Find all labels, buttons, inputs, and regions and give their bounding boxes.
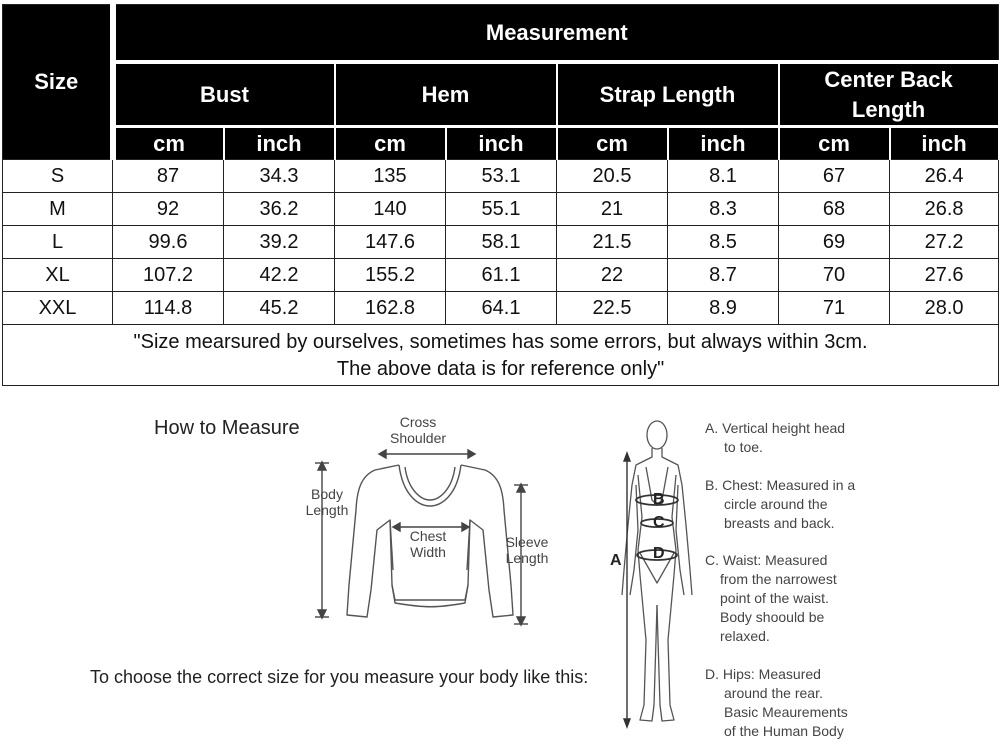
table-cell: 64.1 [446, 292, 557, 325]
legend-line: breasts and back. [724, 515, 835, 531]
bust-header: Bust [113, 62, 335, 127]
center-back-length-label: Center Back Length [824, 66, 953, 122]
legend-line: Body shoould be [720, 609, 825, 625]
choose-size-instruction: To choose the correct size for you measure your body like this: [90, 667, 589, 687]
legend-d [705, 665, 848, 741]
table-cell: 26.4 [890, 160, 999, 193]
table-cell: 26.8 [890, 193, 999, 226]
table-cell: 55.1 [446, 193, 557, 226]
legend-line: B. Chest: Measured in a [705, 477, 856, 493]
disclaimer-note [3, 325, 999, 386]
table-cell: 69 [779, 226, 890, 259]
label-line: Cross [399, 414, 437, 430]
table-cell: 162.8 [335, 292, 446, 325]
note-row [3, 325, 999, 386]
label-line: Length [505, 550, 549, 566]
table-cell: 36.2 [224, 193, 335, 226]
label-line: Shoulder [390, 430, 447, 446]
unit-header: cm [113, 127, 224, 160]
table-row [3, 259, 999, 292]
table-cell: 34.3 [224, 160, 335, 193]
legend-line: relaxed. [720, 628, 770, 644]
how-to-measure-title: How to Measure [154, 417, 300, 439]
legend-line: of the Human Body [724, 723, 844, 739]
legend-line: around the rear. [724, 685, 823, 701]
label-line: Length [305, 502, 349, 518]
table-cell: 21 [557, 193, 668, 226]
unit-header: inch [890, 127, 999, 160]
table-cell: 61.1 [446, 259, 557, 292]
table-cell: 8.9 [668, 292, 779, 325]
measurement-header: Measurement [113, 5, 999, 63]
label-line: Body [311, 486, 343, 502]
table-cell: 8.1 [668, 160, 779, 193]
label-line: Sleeve [505, 534, 549, 550]
legend-line: D. Hips: Measured [705, 666, 821, 682]
legend-b [705, 476, 855, 533]
center-back-length-header [779, 62, 999, 127]
note-line-1: "Size mearsured by ourselves, sometimes has some errors, but always within 3cm. [133, 331, 868, 353]
label-line: Width [410, 544, 446, 560]
note-line-2: The above data is for reference only" [336, 358, 665, 380]
chest-width-label [402, 528, 454, 560]
table-row [3, 160, 999, 193]
body-marker-d: D [653, 545, 665, 562]
legend-line: A. Vertical height head [705, 420, 846, 436]
legend-line: C. Waist: Measured [705, 552, 828, 568]
table-cell: 155.2 [335, 259, 446, 292]
body-marker-b: B [653, 491, 665, 508]
table-cell: 68 [779, 193, 890, 226]
table-cell: 27.2 [890, 226, 999, 259]
size-cell: S [3, 160, 113, 193]
table-cell: 67 [779, 160, 890, 193]
table-cell: 8.5 [668, 226, 779, 259]
table-cell: 27.6 [890, 259, 999, 292]
size-cell: M [3, 193, 113, 226]
size-cell: L [3, 226, 113, 259]
body-marker-a: A [610, 552, 622, 569]
size-chart-table [2, 4, 1000, 386]
table-cell: 114.8 [113, 292, 224, 325]
sleeve-length-label [500, 534, 554, 566]
table-cell: 20.5 [557, 160, 668, 193]
size-header: Size [3, 5, 113, 160]
legend-line: circle around the [724, 496, 828, 512]
size-cell: XL [3, 259, 113, 292]
unit-header: inch [446, 127, 557, 160]
table-row [3, 292, 999, 325]
table-cell: 87 [113, 160, 224, 193]
table-cell: 8.3 [668, 193, 779, 226]
table-cell: 135 [335, 160, 446, 193]
table-cell: 70 [779, 259, 890, 292]
unit-header: cm [779, 127, 890, 160]
unit-header: cm [557, 127, 668, 160]
table-cell: 140 [335, 193, 446, 226]
table-cell: 8.7 [668, 259, 779, 292]
legend-line: point of the waist. [720, 590, 829, 606]
body-length-label [302, 486, 352, 518]
table-cell: 28.0 [890, 292, 999, 325]
table-cell: 58.1 [446, 226, 557, 259]
table-cell: 21.5 [557, 226, 668, 259]
table-cell: 22.5 [557, 292, 668, 325]
table-cell: 99.6 [113, 226, 224, 259]
legend-line: from the narrowest [720, 571, 837, 587]
table-cell: 39.2 [224, 226, 335, 259]
cross-shoulder-label [390, 414, 446, 446]
legend-a [705, 419, 845, 457]
legend-c [705, 551, 837, 646]
body-marker-c: C [653, 514, 665, 531]
hem-header: Hem [335, 62, 557, 127]
unit-header: inch [224, 127, 335, 160]
table-row [3, 226, 999, 259]
table-row [3, 193, 999, 226]
strap-length-header: Strap Length [557, 62, 779, 127]
table-cell: 42.2 [224, 259, 335, 292]
table-cell: 22 [557, 259, 668, 292]
table-cell: 71 [779, 292, 890, 325]
label-line: Chest [409, 528, 447, 544]
table-cell: 53.1 [446, 160, 557, 193]
table-cell: 45.2 [224, 292, 335, 325]
table-cell: 147.6 [335, 226, 446, 259]
legend-line: Basic Meaurements [724, 704, 848, 720]
table-cell: 107.2 [113, 259, 224, 292]
table-cell: 92 [113, 193, 224, 226]
legend-line: to toe. [724, 439, 763, 455]
unit-header: cm [335, 127, 446, 160]
unit-header: inch [668, 127, 779, 160]
size-cell: XXL [3, 292, 113, 325]
